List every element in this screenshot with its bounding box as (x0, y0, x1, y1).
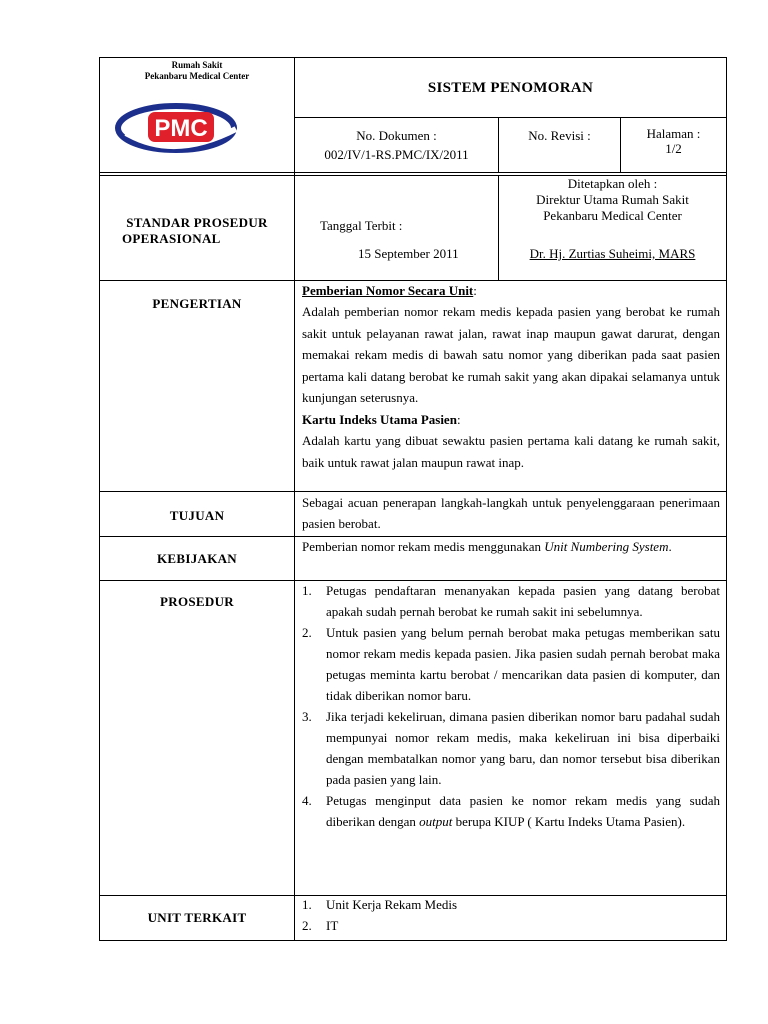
pmc-logo-text: PMC (154, 115, 208, 142)
hospital-name (100, 60, 294, 82)
border-left (99, 57, 100, 941)
prosedur-step-text: Petugas pendaftaran menanyakan kepada pasien yang datang berobat apakah sudah pernah berobat ke rumah sakit ini sebelumnya. (326, 583, 720, 619)
unit-terkait-label: UNIT TERKAIT (147, 910, 247, 925)
prosedur-list (302, 580, 720, 832)
document-title: SISTEM PENOMORAN (427, 80, 594, 96)
unit-terkait-num: 2. (302, 918, 312, 933)
pmc-logo (114, 99, 244, 159)
pengertian-heading2-text: Kartu Indeks Utama Pasien (302, 411, 457, 427)
pengertian-heading2 (302, 409, 720, 430)
prosedur-step-4 (302, 790, 720, 832)
kebijakan-text (302, 536, 720, 557)
dokumen-label: No. Dokumen : (356, 128, 437, 143)
kebijakan-label: KEBIJAKAN (157, 551, 237, 566)
unit-terkait-content (302, 894, 720, 936)
sop-label-line2: OPERASIONAL (122, 231, 221, 246)
kebijakan-text-after: . (668, 539, 672, 554)
line-header-bottom-1 (99, 172, 727, 173)
dokumen-value: 002/IV/1-RS.PMC/IX/2011 (324, 147, 469, 162)
pmc-logo-graphic (114, 99, 244, 159)
halaman-label: Halaman : (646, 126, 701, 141)
prosedur-step-num: 4. (302, 793, 312, 808)
unit-terkait-list (302, 894, 720, 936)
prosedur-step-num: 1. (302, 583, 312, 598)
halaman-value: 1/2 (665, 141, 682, 156)
prosedur-step-text-before: Petugas menginput data pasien ke nomor rekam medis yang sudah diberikan dengan (326, 793, 720, 829)
prosedur-step-1 (302, 580, 720, 622)
prosedur-step-num: 3. (302, 709, 312, 724)
hospital-name-line1: Rumah Sakit (171, 60, 223, 70)
pengertian-heading1-colon: : (473, 283, 477, 298)
terbit-label: Tanggal Terbit : (320, 218, 403, 233)
tujuan-text: Sebagai acuan penerapan langkah-langkah untuk penyelenggaraan penerimaan pasien berobat. (302, 495, 720, 531)
halaman-cell (621, 126, 726, 156)
border-right (726, 57, 727, 941)
prosedur-content (302, 580, 720, 832)
pengertian-heading1-text: Pemberian Nomor Secara Unit (302, 283, 474, 298)
unit-terkait-text: Unit Kerja Rekam Medis (326, 897, 458, 912)
unit-terkait-text: IT (326, 918, 339, 933)
tujuan-label: TUJUAN (169, 508, 225, 523)
prosedur-step-text-italic: output (419, 814, 453, 829)
prosedur-step-2 (302, 622, 720, 706)
signatory-name: Dr. Hj. Zurtias Suheimi, MARS (529, 246, 696, 261)
ditetapkan-line2: Direktur Utama Rumah Sakit (536, 192, 689, 207)
pengertian-text2: Adalah kartu yang dibuat sewaktu pasien pertama kali datang ke rumah sakit, baik untuk rawat jalan maupun rawat inap. (302, 432, 720, 470)
pengertian-heading1 (302, 280, 720, 301)
unit-terkait-item-1 (302, 894, 720, 915)
sop-label-line1: STANDAR PROSEDUR (126, 215, 268, 230)
pengertian-content (302, 280, 720, 473)
prosedur-step-3 (302, 706, 720, 790)
ditetapkan-line3: Pekanbaru Medical Center (543, 208, 682, 223)
border-bottom (99, 940, 727, 941)
border-top (99, 57, 727, 58)
prosedur-step-text-after: berupa KIUP ( Kartu Indeks Utama Pasien). (452, 814, 686, 829)
pengertian-label: PENGERTIAN (152, 296, 242, 311)
kebijakan-text-italic: Unit Numbering System (544, 539, 669, 554)
prosedur-step-text: Jika terjadi kekeliruan, dimana pasien diberikan nomor baru padahal sudah mempunyai nomor rekam medis, maka kekeliruan ini bisa diperbaiki dengan membatalkan nomor yang baru, dan nomor tersebut bisa diberikan pada pasien yang lain. (326, 709, 720, 787)
unit-terkait-num: 1. (302, 897, 312, 912)
revisi-label: No. Revisi : (528, 128, 591, 143)
ditetapkan-cell (499, 176, 726, 224)
sop-label (100, 215, 294, 247)
dokumen-cell (295, 126, 498, 164)
terbit-value: 15 September 2011 (358, 246, 459, 261)
prosedur-step-num: 2. (302, 625, 312, 640)
unit-terkait-item-2 (302, 915, 720, 936)
pengertian-heading2-colon: : (456, 411, 461, 427)
pengertian-text1: Adalah pemberian nomor rekam medis kepada pasien yang berobat ke rumah sakit untuk pelayanan rawat jalan, rawat inap maupun gawat darurat, dengan memakai rekam medis di bawah satu nomor yang diberikan pada saat pasien pertama kali datang berobat ke rumah sakit yang akan dipakai selamanya untuk kunjungan seterusnya. (302, 304, 720, 406)
divider-main (294, 57, 295, 941)
prosedur-label: PROSEDUR (160, 594, 234, 609)
line-title-bottom (294, 117, 727, 118)
prosedur-step-text: Untuk pasien yang belum pernah berobat maka petugas memberikan satu nomor rekam medis kepada pasien. Jika pasien sudah pernah berobat maka petugas meminta kartu berobat / mencarikan data pasien di komputer, dan tidak diberikan nomor baru. (326, 625, 720, 703)
hospital-name-line2: Pekanbaru Medical Center (144, 71, 250, 81)
kebijakan-text-before: Pemberian nomor rekam medis menggunakan (302, 539, 545, 554)
ditetapkan-line1: Ditetapkan oleh : (567, 176, 658, 191)
